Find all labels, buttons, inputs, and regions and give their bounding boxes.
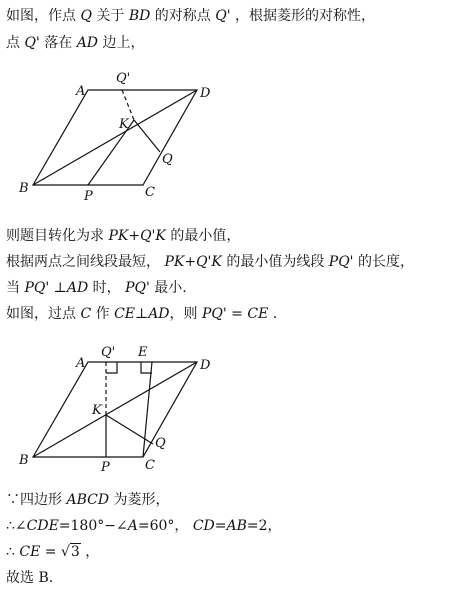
text-span: 当 bbox=[6, 280, 25, 296]
diagonal-bd bbox=[33, 90, 197, 185]
math-span: A bbox=[127, 518, 138, 534]
math-span: Q'K bbox=[196, 254, 222, 270]
diagonal-bd bbox=[33, 362, 197, 457]
math-span: Q' bbox=[215, 8, 231, 24]
text-line-4 bbox=[6, 252, 414, 272]
text-span: = bbox=[214, 518, 227, 534]
label-d: D bbox=[200, 86, 211, 101]
math-span: Q'K bbox=[140, 228, 166, 244]
text-line-2 bbox=[6, 33, 144, 53]
text-span: = bbox=[226, 306, 248, 322]
text-line-9 bbox=[6, 542, 99, 562]
text-span: 作 bbox=[91, 306, 115, 322]
math-span: C bbox=[80, 306, 92, 322]
label-b: B bbox=[19, 181, 29, 196]
text-span: 为菱形， bbox=[109, 492, 170, 508]
text-span: =2， bbox=[246, 518, 282, 534]
text-line-6 bbox=[6, 304, 277, 324]
math-span: PQ' bbox=[328, 254, 354, 270]
text-span: ，根据菱形的对称性， bbox=[230, 8, 376, 24]
segment-kq bbox=[134, 120, 160, 152]
sqrt-radicand: 3 bbox=[70, 544, 80, 560]
math-span: CE bbox=[19, 544, 41, 560]
math-span: PK bbox=[108, 228, 129, 244]
text-span: ∴ bbox=[6, 544, 20, 560]
text-span: 关于 bbox=[91, 8, 129, 24]
text-span: ， bbox=[80, 544, 100, 560]
math-span: CD bbox=[192, 518, 215, 534]
text-span: ∴∠ bbox=[6, 518, 27, 534]
text-span: 的最小值， bbox=[165, 228, 241, 244]
math-span: PQ' bbox=[201, 306, 227, 322]
text-span: . bbox=[268, 306, 278, 322]
label-c: C bbox=[145, 458, 155, 473]
math-span: AB bbox=[226, 518, 247, 534]
math-span: BD bbox=[128, 8, 151, 24]
label-q-prime: Q' bbox=[101, 345, 116, 360]
label-c: C bbox=[145, 185, 155, 200]
text-span: 最小. bbox=[149, 280, 187, 296]
text-span: 故选 B. bbox=[6, 570, 54, 586]
label-q-prime: Q' bbox=[116, 71, 131, 86]
math-span: PK bbox=[164, 254, 185, 270]
text-span: 如图，作点 bbox=[6, 8, 81, 24]
text-line-3 bbox=[6, 226, 240, 246]
right-angle-mark-qprime bbox=[106, 362, 117, 373]
text-span: 则题目转化为求 bbox=[6, 228, 109, 244]
right-angle-mark-e bbox=[141, 362, 152, 373]
text-span: 根据两点之间线段最短， bbox=[6, 254, 165, 270]
label-d: D bbox=[200, 358, 211, 373]
label-p: P bbox=[101, 460, 110, 475]
label-e: E bbox=[138, 345, 148, 360]
rhombus-figure-1 bbox=[0, 60, 475, 210]
text-span: =180°−∠ bbox=[58, 518, 128, 534]
text-span: ⊥ bbox=[49, 280, 67, 296]
math-span: CE bbox=[247, 306, 269, 322]
text-line-7 bbox=[6, 490, 170, 510]
math-span: Q bbox=[80, 8, 92, 24]
math-span: AD bbox=[66, 280, 89, 296]
label-k: K bbox=[119, 117, 129, 132]
text-span: 落在 bbox=[39, 35, 77, 51]
label-k: K bbox=[92, 403, 102, 418]
label-q: Q bbox=[162, 152, 173, 167]
text-span: 时， bbox=[88, 280, 126, 296]
text-line-1 bbox=[6, 6, 375, 26]
dashed-segment-qprime-k bbox=[122, 90, 134, 120]
text-span: + bbox=[184, 254, 197, 270]
math-span: CE bbox=[114, 306, 136, 322]
text-span: + bbox=[128, 228, 141, 244]
math-span: Q' bbox=[24, 35, 40, 51]
label-p: P bbox=[84, 189, 93, 204]
text-span: 点 bbox=[6, 35, 25, 51]
text-line-10 bbox=[6, 568, 53, 588]
math-span: AD bbox=[148, 306, 170, 322]
text-span: 的最小值为线段 bbox=[221, 254, 329, 270]
label-a: A bbox=[76, 84, 86, 99]
math-span: AD bbox=[76, 35, 99, 51]
sqrt-sign: √ bbox=[60, 544, 70, 560]
text-span: =60°， bbox=[137, 518, 193, 534]
text-line-5 bbox=[6, 278, 187, 298]
text-span: 的长度， bbox=[353, 254, 414, 270]
text-span: ∵四边形 bbox=[6, 492, 67, 508]
text-span: 如图，过点 bbox=[6, 306, 81, 322]
text-span: ，则 bbox=[169, 306, 202, 322]
text-line-8 bbox=[6, 516, 282, 536]
text-span: ⊥ bbox=[135, 306, 149, 322]
label-b: B bbox=[19, 453, 29, 468]
math-span: ABCD bbox=[66, 492, 110, 508]
label-q: Q bbox=[155, 436, 166, 451]
text-span: 的对称点 bbox=[150, 8, 216, 24]
label-a: A bbox=[76, 356, 86, 371]
text-span: 边上， bbox=[98, 35, 145, 51]
math-span: PQ' bbox=[125, 280, 150, 296]
text-span: = bbox=[40, 544, 61, 560]
math-span: PQ' bbox=[24, 280, 50, 296]
math-span: CDE bbox=[26, 518, 59, 534]
rhombus-figure-2 bbox=[0, 338, 475, 478]
